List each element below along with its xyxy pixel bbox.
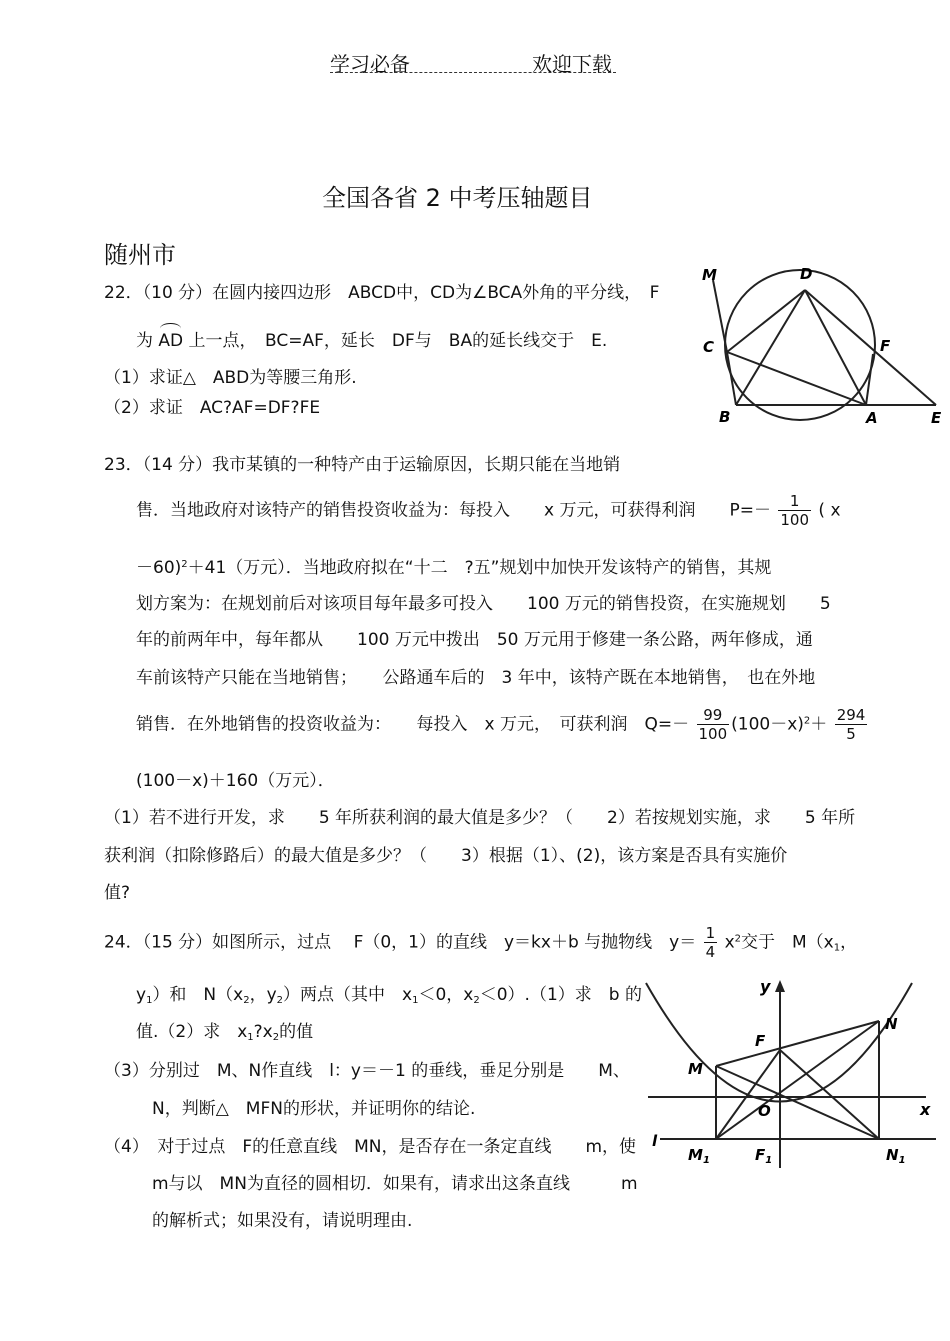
q23-part1: （1）若不进行开发，求 5 年所获利润的最大值是多少？（ 2）若按规划实施，求 5 年所 xyxy=(104,808,856,828)
page-title: 全国各省 2 中考压轴题目 xyxy=(322,184,593,212)
label-M: M xyxy=(688,1060,703,1078)
q23-line8: (100－x)＋160（万元）． xyxy=(136,771,335,791)
q24-line5: N，判断△ MFN的形状，并证明你的结论. xyxy=(152,1099,476,1119)
q24-line1-end: ， xyxy=(840,932,858,953)
fraction-numerator: 99 xyxy=(697,706,730,725)
q22-line2 xyxy=(136,331,607,351)
q24-line7: m与以 MN为直径的圆相切．如果有，请求出这条直线 m xyxy=(152,1174,638,1194)
q23-part2: 获利润（扣除修路后）的最大值是多少？（ 3）根据（1）、(2)，该方案是否具有实施价 xyxy=(104,846,788,866)
q23-line7 xyxy=(136,706,869,743)
q23-line2-text: 售．当地政府对该特产的销售投资收益为：每投入 x 万元，可获得利润 P=－ xyxy=(136,500,771,521)
subscript-2: 2 xyxy=(272,1032,280,1043)
seg-N-M1 xyxy=(716,1021,879,1139)
label-N1: $N_1$ xyxy=(886,1146,906,1166)
q22-line2-post: 上一点， BC=AF，延长 DF与 BA的延长线交于 E. xyxy=(188,331,608,351)
q23-part3: 值? xyxy=(104,883,131,903)
fraction-numerator: 1 xyxy=(705,924,716,942)
label-F: F xyxy=(880,337,891,355)
q23-line3-b: ＋41（万元）．当地政府拟在“十二 ?五”规划中加快开发该特产的销售，其规 xyxy=(187,558,772,578)
subscript-2: 2 xyxy=(473,995,480,1006)
q24-line1-x: x xyxy=(724,932,735,953)
label-O: O xyxy=(758,1102,771,1120)
seg-DA xyxy=(805,290,866,405)
label-x: x xyxy=(920,1100,931,1119)
exponent-2: 2 xyxy=(181,559,188,570)
label-M1: $M_1$ xyxy=(688,1146,710,1166)
q24-line8: 的解析式；如果没有，请说明理由. xyxy=(152,1211,413,1231)
seg-CD xyxy=(727,290,805,352)
label-N: N xyxy=(885,1015,898,1033)
q24-line2-a: y xyxy=(136,985,147,1005)
label-D: D xyxy=(800,265,813,283)
q24-line1-c: 交于 M（x xyxy=(741,932,834,953)
seg-MC xyxy=(713,280,727,352)
y-arrow-icon xyxy=(775,980,785,992)
q24-line3-a: 值.（2）求 x xyxy=(136,1022,248,1042)
label-F: F xyxy=(755,1032,766,1050)
q24-line2 xyxy=(136,985,642,1011)
q23-line5: 年的前两年中，每年都从 100 万元中拨出 50 万元用于修建一条公路，两年修成，通 xyxy=(136,630,813,650)
q22-part2: （2）求证 AC?AF=DF?FE xyxy=(104,398,321,418)
q23-line6: 车前该特产只能在当地销售； 公路通车后的 3 年中，该特产既在本地销售， 也在外地 xyxy=(136,668,816,688)
seg-CB xyxy=(727,352,736,405)
q24-line3-c: 的值 xyxy=(279,1022,314,1042)
q24-line4: （3）分别过 M、N作直线 l：y＝－1 的垂线，垂足分别是 M、 xyxy=(104,1061,630,1081)
figure-circle-quadrilateral xyxy=(690,260,948,432)
q23-line1: 23．（14 分）我市某镇的一种特产由于运输原因，长期只能在当地销 xyxy=(104,455,621,475)
exponent-2: 2 xyxy=(803,715,811,727)
q23-line7-text: 销售．在外地销售的投资收益为： 每投入 x 万元， 可获利润 Q=－ xyxy=(136,714,690,735)
q24-line2-c: ，y xyxy=(249,985,277,1005)
fraction-numerator: 1 xyxy=(778,492,811,511)
figure-parabola-line xyxy=(640,975,945,1170)
q24-line1-text: 24．（15 分）如图所示，过点 F（0，1）的直线 y＝kx＋b 与抛物线 y＝ xyxy=(104,932,697,953)
header-left: 学习必备 xyxy=(330,52,410,76)
q23-line3-a: －60) xyxy=(136,558,182,578)
fraction-1-over-100 xyxy=(778,492,811,529)
subscript-1: 1 xyxy=(146,995,153,1006)
q23-line7-plus: ＋ xyxy=(810,714,828,735)
fraction-denominator: 100 xyxy=(780,511,810,529)
q23-line2-end: ( x xyxy=(818,500,841,521)
q24-line2-e: ＜0，x xyxy=(418,985,474,1005)
subscript-1: 1 xyxy=(833,942,841,954)
label-E: E xyxy=(931,409,942,427)
fraction-denominator: 4 xyxy=(705,943,716,961)
seg-DB xyxy=(736,290,805,405)
fraction-numerator: 294 xyxy=(836,706,866,724)
circle xyxy=(725,270,875,420)
fraction-denominator: 100 xyxy=(698,725,728,743)
seg-MN xyxy=(716,1021,879,1066)
subscript-1: 1 xyxy=(412,995,419,1006)
header-dashed-rule xyxy=(330,72,616,73)
q22-arc-ad: AD xyxy=(158,331,184,351)
label-A: A xyxy=(866,409,878,427)
seg-F-N1 xyxy=(780,1050,879,1139)
seg-M-N1 xyxy=(716,1066,879,1139)
q24-line2-b: ）和 N（x xyxy=(152,985,244,1005)
label-M: M xyxy=(702,266,717,284)
q22-line1: 22．（10 分）在圆内接四边形 ABCD中，CD为∠BCA外角的平分线， F xyxy=(104,283,660,303)
label-F1: $F_1$ xyxy=(755,1146,773,1166)
fraction-99-over-100 xyxy=(697,706,730,743)
q22-part1: （1）求证△ ABD为等腰三角形. xyxy=(104,368,357,388)
q24-line2-f: ＜0）.（1）求 b 的 xyxy=(479,985,642,1005)
q23-line4: 划方案为：在规划前后对该项目每年最多可投入 100 万元的销售投资，在实施规划 5 xyxy=(136,594,831,614)
fraction-1-over-4 xyxy=(704,924,718,961)
section-city: 随州市 xyxy=(104,241,176,269)
label-y: y xyxy=(760,977,771,996)
q23-line2 xyxy=(136,492,841,529)
header-right: 欢迎下载 xyxy=(532,52,612,76)
label-B: B xyxy=(719,408,731,426)
q24-line6: （4） 对于过点 F的任意直线 MN，是否存在一条定直线 m，使 xyxy=(104,1137,637,1157)
q24-line3-b: ?x xyxy=(253,1022,273,1042)
seg-CA xyxy=(727,352,866,405)
q22-line2-pre: 为 xyxy=(136,331,153,351)
q24-line3 xyxy=(136,1022,313,1048)
fraction-294-over-5 xyxy=(835,706,868,743)
subscript-1: 1 xyxy=(247,1032,254,1043)
q24-line2-d: ）两点（其中 x xyxy=(283,985,413,1005)
fraction-denominator: 5 xyxy=(846,725,856,743)
q23-line7-mid: (100－x) xyxy=(731,714,804,735)
exponent-2: 2 xyxy=(734,933,741,945)
subscript-2: 2 xyxy=(243,995,250,1006)
label-l: l xyxy=(652,1132,658,1150)
seg-DE xyxy=(805,290,936,405)
q24-line1 xyxy=(104,924,857,961)
label-C: C xyxy=(703,338,715,356)
q23-line3 xyxy=(136,555,771,578)
subscript-2: 2 xyxy=(276,995,284,1006)
